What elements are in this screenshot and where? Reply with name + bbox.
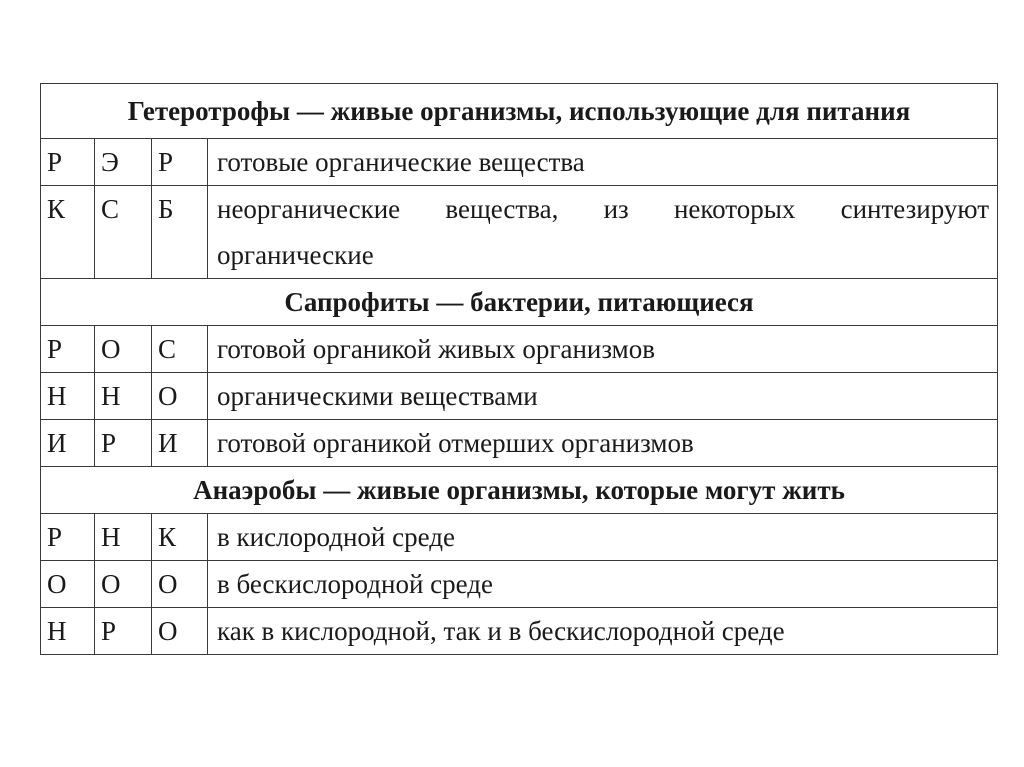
letter-cell: Р [152,139,208,186]
table-row [41,139,998,186]
letter-cell: И [41,420,95,467]
table-row [41,561,998,608]
section-header-row [41,84,998,139]
table-row [41,326,998,373]
letter-cell: О [152,561,208,608]
section-header-anaerobes: Анаэробы — живые организмы, которые могут жить [41,467,998,514]
letter-cell: Н [95,514,152,561]
letter-cell: Б [152,186,208,279]
quiz-table [40,83,998,655]
letter-cell: С [152,326,208,373]
table-row [41,514,998,561]
description-cell: неорганические вещества, из некоторых синтезируют органические [208,186,998,279]
letter-cell: С [95,186,152,279]
letter-cell: К [41,186,95,279]
section-header-row [41,279,998,326]
letter-cell: О [95,561,152,608]
letter-cell: О [95,326,152,373]
letter-cell: Р [95,420,152,467]
letter-cell: Н [41,608,95,655]
section-header-saprophytes: Сапрофиты — бактерии, питающиеся [41,279,998,326]
letter-cell: Р [95,608,152,655]
letter-cell: О [152,608,208,655]
letter-cell: Н [95,373,152,420]
description-cell: в кислородной среде [208,514,998,561]
table-row [41,420,998,467]
letter-cell: Р [41,326,95,373]
letter-cell: И [152,420,208,467]
description-cell: в бескислородной среде [208,561,998,608]
description-cell: готовой органикой живых организмов [208,326,998,373]
letter-cell: Р [41,139,95,186]
section-header-row [41,467,998,514]
table-row [41,373,998,420]
table-row [41,608,998,655]
description-cell: как в кислородной, так и в бескислородной среде [208,608,998,655]
description-cell: органическими веществами [208,373,998,420]
letter-cell: Э [95,139,152,186]
letter-cell: Н [41,373,95,420]
description-cell: готовой органикой отмерших организмов [208,420,998,467]
section-header-heterotrophs: Гетеротрофы — живые организмы, использующие для питания [41,84,998,139]
description-cell: готовые органические вещества [208,139,998,186]
letter-cell: К [152,514,208,561]
table-row [41,186,998,279]
letter-cell: Р [41,514,95,561]
letter-cell: О [152,373,208,420]
letter-cell: О [41,561,95,608]
